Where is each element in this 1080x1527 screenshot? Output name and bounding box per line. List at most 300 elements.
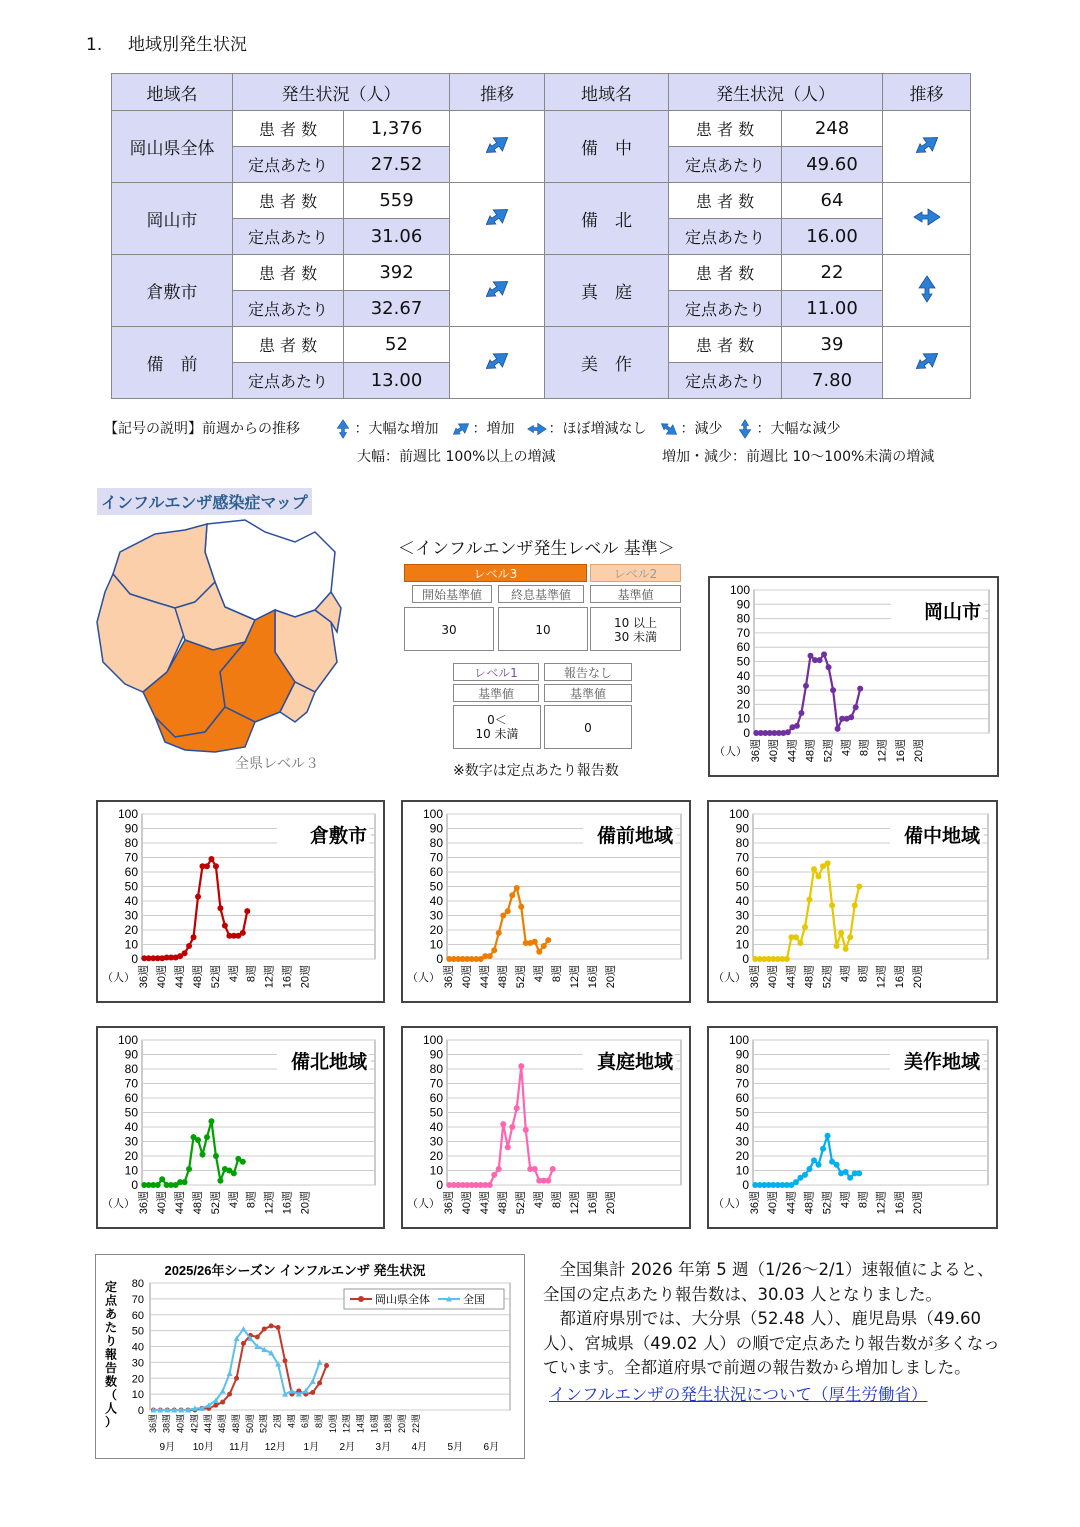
national-summary-para2: 都道府県別では、大分県（52.48 人）、鹿児島県（49.60 人）、宮城県（49.02 人）の順で定点あたり報告数が多くなっています。全都道府県で前週の報告数から増加しました。 <box>543 1309 1000 1377</box>
data-point <box>857 686 863 692</box>
per-sentinel-value: 27.52 <box>344 147 450 183</box>
data-point <box>816 873 822 879</box>
x-tick-label: 40週 <box>461 1191 474 1215</box>
data-point <box>816 1162 822 1168</box>
y-tick-label: 50 <box>429 1105 443 1120</box>
data-point <box>826 664 832 670</box>
x-tick-label: 48週 <box>803 1191 816 1215</box>
x-tick-label: 48週 <box>497 1191 510 1215</box>
data-point <box>536 949 542 955</box>
start-threshold-value: 30 <box>404 607 494 651</box>
x-tick-label: 16週 <box>893 965 906 989</box>
x-tick-label: 16週 <box>894 739 907 763</box>
increase-arrow-icon <box>482 216 512 235</box>
data-point <box>853 704 859 710</box>
legend-note-small: 増加・減少：前週比 10～100%未満の増減 <box>662 449 935 465</box>
patients-label: 患 者 数 <box>233 327 344 363</box>
data-point <box>500 913 506 919</box>
header-status-2: 発生状況（人） <box>669 74 883 111</box>
data-point <box>817 657 823 663</box>
y-tick-label: 70 <box>429 1076 443 1091</box>
x-tick-label: 16週 <box>369 1414 380 1434</box>
y-tick-label: 90 <box>429 1047 443 1062</box>
area-name: 備 北 <box>545 183 669 255</box>
legend-label: ：減少 <box>680 421 723 437</box>
per-sentinel-value: 32.67 <box>344 291 450 327</box>
data-point <box>269 1323 274 1328</box>
chart-okayama-city <box>708 576 999 777</box>
per-sentinel-value: 11.00 <box>782 291 883 327</box>
x-tick-label: 38週 <box>161 1414 172 1434</box>
chart-title: 備北地域 <box>290 1052 367 1073</box>
data-point <box>204 863 210 869</box>
y-tick-label: 80 <box>124 836 138 850</box>
x-tick-label: 52週 <box>821 965 834 989</box>
x-tick-label: 36週 <box>750 739 763 763</box>
data-point <box>829 902 835 908</box>
data-point <box>182 950 188 956</box>
data-point <box>793 1179 799 1185</box>
unit-label: （人） <box>713 1198 746 1210</box>
data-point <box>240 930 246 936</box>
data-point <box>803 683 809 689</box>
data-point <box>213 1403 218 1408</box>
data-point <box>847 934 853 940</box>
trend-cell <box>450 111 545 183</box>
level1-range <box>453 705 541 749</box>
national-summary-para1: 全国集計 2026 年第 5 週（1/26～2/1）速報値によると、全国の定点あたり報告数は、30.03 人となりました。 <box>543 1260 994 1304</box>
y-tick-label: 100 <box>728 1033 749 1047</box>
chart-mimasaka-region <box>707 1026 998 1229</box>
decrease-arrow-icon <box>658 421 680 437</box>
national-summary <box>543 1258 1003 1407</box>
data-point <box>834 1162 840 1168</box>
y-tick-label: 50 <box>736 654 750 669</box>
x-tick-label: 50週 <box>244 1414 255 1434</box>
data-point <box>545 937 551 943</box>
x-tick-label: 12週 <box>263 1191 276 1215</box>
x-tick-label: 52週 <box>209 965 222 989</box>
large-increase-arrow-icon <box>912 288 942 307</box>
level2-label: レベル2 <box>590 564 681 582</box>
x-tick-label: 16週 <box>587 965 600 989</box>
y-tick-label: 90 <box>736 597 750 612</box>
data-point <box>532 1166 538 1172</box>
data-point <box>825 1133 831 1139</box>
y-tick-label: 80 <box>124 1062 138 1076</box>
month-label: 10月 <box>192 1442 214 1453</box>
y-tick-label: 20 <box>124 923 138 937</box>
y-tick-label: 100 <box>117 1033 138 1047</box>
y-tick-label: 20 <box>429 1149 443 1163</box>
area-name: 岡山県全体 <box>112 111 233 183</box>
level3-label: レベル3 <box>404 564 587 582</box>
y-tick-label: 0 <box>436 1178 443 1192</box>
x-tick-label: 4週 <box>533 1191 546 1209</box>
data-point <box>491 1172 497 1178</box>
flat-arrow-icon <box>526 421 548 437</box>
x-tick-label: 2週 <box>272 1414 283 1429</box>
data-point <box>505 1144 511 1150</box>
level1-label: レベル1 <box>453 663 539 681</box>
x-tick-label: 14週 <box>355 1414 366 1434</box>
increase-arrow-icon <box>482 288 512 307</box>
data-point <box>496 1166 502 1172</box>
patients-value: 248 <box>782 111 883 147</box>
header-area: 地域名 <box>112 74 233 111</box>
y-tick-label: 0 <box>743 726 750 740</box>
x-tick-label: 44週 <box>785 1191 798 1215</box>
increase-arrow-icon <box>450 421 472 437</box>
section-number: 1. <box>86 35 103 55</box>
y-tick-label: 60 <box>736 640 750 655</box>
y-tick-label: 50 <box>429 879 443 894</box>
x-tick-label: 48週 <box>497 965 510 989</box>
data-point <box>496 930 502 936</box>
data-point <box>798 710 804 716</box>
y-tick-label: 40 <box>429 1120 443 1134</box>
x-tick-label: 4週 <box>839 1191 852 1209</box>
x-tick-label: 44週 <box>203 1414 214 1434</box>
data-point <box>195 1137 201 1143</box>
y-tick-label: 60 <box>124 1091 138 1105</box>
data-point <box>794 723 800 729</box>
mhlw-link[interactable]: インフルエンザの発生状況について（厚生労働省） <box>549 1384 928 1404</box>
y-tick-label: 50 <box>124 879 138 894</box>
x-tick-label: 36週 <box>443 1191 456 1215</box>
y-tick-label: 10 <box>736 711 750 726</box>
month-label: 1月 <box>303 1442 320 1453</box>
y-tick-label: 80 <box>429 1062 443 1076</box>
legend-item <box>734 418 840 439</box>
x-tick-label: 44週 <box>173 1191 186 1215</box>
x-tick-label: 4週 <box>840 739 853 757</box>
data-point <box>523 1127 529 1133</box>
x-tick-label: 40週 <box>461 965 474 989</box>
data-point <box>830 687 836 693</box>
data-point <box>509 892 515 898</box>
x-tick-label: 12週 <box>569 1191 582 1215</box>
month-label: 6月 <box>483 1442 500 1453</box>
data-point <box>785 729 791 735</box>
y-axis-label-char: 報 <box>104 1347 118 1362</box>
x-tick-label: 40週 <box>768 739 781 763</box>
month-label: 12月 <box>264 1442 286 1453</box>
table-row <box>112 255 971 291</box>
patients-value: 559 <box>344 183 450 219</box>
x-tick-label: 36週 <box>138 965 151 989</box>
y-tick-label: 30 <box>429 908 443 923</box>
data-point <box>843 946 849 952</box>
x-tick-label: 10週 <box>327 1414 338 1434</box>
x-tick-label: 20週 <box>299 965 312 989</box>
x-tick-label: 4週 <box>227 1191 240 1209</box>
patients-value: 39 <box>782 327 883 363</box>
chart-bizen-region <box>401 800 691 1003</box>
x-tick-label: 20週 <box>605 1191 618 1215</box>
increase-arrow-icon <box>912 360 942 379</box>
y-tick-label: 0 <box>436 952 443 966</box>
x-tick-label: 20週 <box>299 1191 312 1215</box>
y-tick-label: 70 <box>124 850 138 865</box>
x-tick-label: 40週 <box>156 1191 169 1215</box>
data-point <box>848 714 854 720</box>
data-point <box>843 1169 849 1175</box>
trend-cell <box>883 327 971 399</box>
data-point <box>821 651 827 657</box>
chart-kurashiki-city <box>96 800 385 1003</box>
x-tick-label: 12週 <box>875 965 888 989</box>
y-tick-label: 60 <box>429 865 443 879</box>
data-point <box>820 1146 826 1152</box>
data-point <box>240 1159 246 1165</box>
month-label: 9月 <box>159 1442 176 1453</box>
y-tick-label: 0 <box>131 1178 138 1192</box>
x-tick-label: 48週 <box>803 965 816 989</box>
y-axis-label-char: あ <box>104 1307 118 1321</box>
x-tick-label: 12週 <box>876 739 889 763</box>
data-point <box>186 1166 192 1172</box>
header-trend: 推移 <box>450 74 545 111</box>
y-tick-label: 40 <box>735 1120 749 1134</box>
legend-note-large: 大幅：前週比 100%以上の増減 <box>357 449 556 465</box>
area-name: 岡山市 <box>112 183 233 255</box>
x-tick-label: 12週 <box>569 965 582 989</box>
y-axis-label-char: 定 <box>104 1280 118 1294</box>
data-point <box>806 897 812 903</box>
legend-title: 【記号の説明】前週からの推移 <box>104 421 300 437</box>
x-tick-label: 44週 <box>479 1191 492 1215</box>
per-sentinel-label: 定点あたり <box>669 147 782 183</box>
x-tick-label: 16週 <box>893 1191 906 1215</box>
x-tick-label: 8週 <box>857 1191 870 1209</box>
data-point <box>487 953 493 959</box>
month-label: 2月 <box>339 1442 356 1453</box>
y-tick-label: 50 <box>131 1325 144 1338</box>
chart-title: 美作地域 <box>903 1052 980 1073</box>
data-point <box>802 924 808 930</box>
x-tick-label: 8週 <box>313 1414 324 1429</box>
trend-cell <box>883 255 971 327</box>
chart-season <box>95 1254 525 1459</box>
y-tick-label: 90 <box>735 1047 749 1062</box>
start-threshold-label: 開始基準値 <box>412 585 492 603</box>
data-point <box>244 908 250 914</box>
trend-legend <box>104 418 852 439</box>
data-point <box>191 934 197 940</box>
x-tick-label: 12週 <box>875 1191 888 1215</box>
unit-label: （人） <box>102 972 135 984</box>
section-title <box>86 30 247 55</box>
month-label: 11月 <box>229 1442 250 1453</box>
x-tick-label: 12週 <box>341 1414 352 1434</box>
unit-label: （人） <box>407 1198 440 1210</box>
y-tick-label: 10 <box>429 937 443 952</box>
no-report-label: 報告なし <box>544 663 632 681</box>
data-point <box>784 956 790 962</box>
level2-range-low: 10 以上 <box>613 616 658 630</box>
data-point <box>505 908 511 914</box>
x-tick-label: 44週 <box>479 965 492 989</box>
y-tick-label: 20 <box>735 1149 749 1163</box>
data-point <box>213 863 219 869</box>
x-tick-label: 40週 <box>175 1414 186 1434</box>
y-tick-label: 80 <box>735 836 749 850</box>
data-point <box>217 1178 223 1184</box>
unit-label: （人） <box>407 972 440 984</box>
month-label: 3月 <box>375 1442 392 1453</box>
x-tick-label: 4週 <box>533 965 546 983</box>
no-report-base-label: 基準値 <box>544 684 632 702</box>
data-point <box>835 726 841 732</box>
data-point <box>241 1341 246 1346</box>
y-tick-label: 80 <box>736 611 750 626</box>
data-point <box>213 1153 219 1159</box>
x-tick-label: 52週 <box>821 1191 834 1215</box>
per-sentinel-value: 31.06 <box>344 219 450 255</box>
patients-label: 患 者 数 <box>669 183 782 219</box>
end-threshold-value: 10 <box>498 607 588 651</box>
data-point <box>186 943 192 949</box>
data-point <box>509 1124 515 1130</box>
y-tick-label: 100 <box>728 807 749 821</box>
y-tick-label: 0 <box>137 1405 144 1417</box>
increase-arrow-icon <box>482 360 512 379</box>
y-tick-label: 60 <box>131 1309 144 1322</box>
x-tick-label: 20週 <box>605 965 618 989</box>
x-tick-label: 52週 <box>515 965 528 989</box>
y-tick-label: 60 <box>735 1091 749 1105</box>
region-table <box>111 73 971 399</box>
x-tick-label: 44週 <box>786 739 799 763</box>
level-note: ※数字は定点あたり報告数 <box>453 763 619 779</box>
trend-cell <box>883 183 971 255</box>
data-point <box>807 653 813 659</box>
per-sentinel-label: 定点あたり <box>233 291 344 327</box>
chart-title: 真庭地域 <box>596 1052 673 1073</box>
y-tick-label: 40 <box>131 1341 144 1354</box>
legend-item <box>332 418 438 439</box>
level2-base-label: 基準値 <box>590 585 681 603</box>
data-point <box>195 894 201 900</box>
patients-label: 患 者 数 <box>233 255 344 291</box>
table-row <box>112 327 971 363</box>
y-tick-label: 100 <box>117 807 138 821</box>
patients-label: 患 者 数 <box>233 111 344 147</box>
per-sentinel-value: 7.80 <box>782 363 883 399</box>
data-point <box>231 1170 237 1176</box>
level2-range-high: 30 未満 <box>613 630 658 644</box>
y-axis-label-char: 点 <box>104 1293 118 1308</box>
data-point <box>856 884 862 890</box>
y-tick-label: 80 <box>429 836 443 850</box>
unit-label: （人） <box>713 972 746 984</box>
x-tick-label: 46週 <box>217 1414 228 1434</box>
x-tick-label: 4週 <box>839 965 852 983</box>
y-tick-label: 70 <box>131 1293 144 1306</box>
data-point <box>487 1182 493 1188</box>
x-tick-label: 40週 <box>767 1191 780 1215</box>
y-tick-label: 20 <box>131 1373 144 1386</box>
data-point <box>797 940 803 946</box>
y-tick-label: 70 <box>735 1076 749 1091</box>
y-tick-label: 10 <box>124 1163 138 1178</box>
x-tick-label: 44週 <box>785 965 798 989</box>
x-tick-label: 20週 <box>397 1414 408 1434</box>
y-axis-label-char: （ <box>104 1388 118 1402</box>
y-tick-label: 20 <box>736 697 750 712</box>
data-point <box>847 1175 853 1181</box>
x-tick-label: 40週 <box>156 965 169 989</box>
data-point <box>500 1121 506 1127</box>
x-tick-label: 52週 <box>209 1191 222 1215</box>
increase-arrow-icon <box>482 144 512 163</box>
x-tick-label: 52週 <box>515 1191 528 1215</box>
data-point <box>182 1179 188 1185</box>
chart-title: 備中地域 <box>903 826 980 847</box>
patients-value: 52 <box>344 327 450 363</box>
x-tick-label: 20週 <box>911 1191 924 1215</box>
increase-arrow-icon <box>912 144 942 163</box>
y-tick-label: 90 <box>429 821 443 836</box>
data-point <box>806 1166 812 1172</box>
table-row <box>112 111 971 147</box>
level-criteria-title: ＜インフルエンザ発生レベル 基準＞ <box>398 539 675 559</box>
data-point <box>222 923 228 929</box>
y-tick-label: 30 <box>735 1134 749 1149</box>
header-area-2: 地域名 <box>545 74 669 111</box>
y-tick-label: 0 <box>742 1178 749 1192</box>
x-tick-label: 4週 <box>286 1414 297 1429</box>
legend-label: ：ほぼ増減なし <box>548 421 647 437</box>
y-tick-label: 30 <box>124 908 138 923</box>
data-point <box>155 1182 161 1188</box>
x-tick-label: 8週 <box>858 739 871 757</box>
header-trend-2: 推移 <box>883 74 971 111</box>
y-tick-label: 20 <box>735 923 749 937</box>
y-axis-label-char: 数 <box>104 1374 118 1389</box>
chart-bitchu-region <box>707 800 998 1003</box>
per-sentinel-value: 13.00 <box>344 363 450 399</box>
data-point <box>793 934 799 940</box>
x-tick-label: 12週 <box>263 965 276 989</box>
data-point <box>324 1363 329 1368</box>
data-point <box>811 866 817 872</box>
data-point <box>825 860 831 866</box>
y-tick-label: 90 <box>124 821 138 836</box>
y-axis-label-char: ） <box>104 1415 118 1429</box>
data-point <box>208 856 214 862</box>
x-tick-label: 20週 <box>912 739 925 763</box>
header-status: 発生状況（人） <box>233 74 450 111</box>
x-tick-label: 16週 <box>281 965 294 989</box>
per-sentinel-label: 定点あたり <box>669 363 782 399</box>
y-tick-label: 30 <box>735 908 749 923</box>
x-tick-label: 36週 <box>443 965 456 989</box>
per-sentinel-label: 定点あたり <box>233 219 344 255</box>
x-tick-label: 20週 <box>911 965 924 989</box>
y-tick-label: 90 <box>735 821 749 836</box>
trend-cell <box>450 183 545 255</box>
data-point <box>541 943 547 949</box>
y-tick-label: 20 <box>429 923 443 937</box>
patients-value: 22 <box>782 255 883 291</box>
chart-title: 岡山市 <box>923 602 981 623</box>
y-tick-label: 20 <box>124 1149 138 1163</box>
area-name: 備 中 <box>545 111 669 183</box>
y-tick-label: 60 <box>429 1091 443 1105</box>
legend-item <box>450 418 514 439</box>
